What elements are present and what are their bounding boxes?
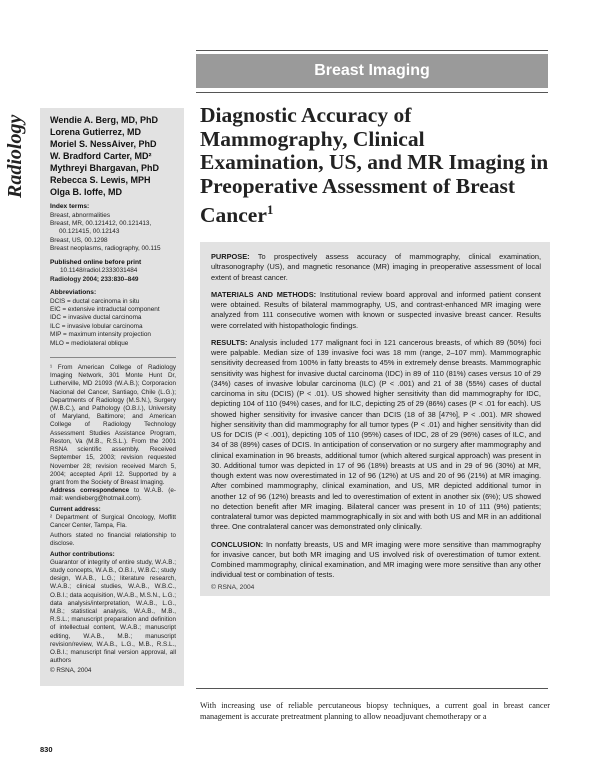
journal-name: Radiology (4, 114, 26, 198)
footnotes (50, 364, 176, 676)
current-address: ² Department of Surgical Oncology, Moffitt Cancer Center, Tampa, Fla. (50, 513, 176, 529)
correspondence-label: Address correspondence (50, 487, 130, 495)
conclusion-text: In nonfatty breasts, US and MR imaging were more sensitive than mammography for invasive cancer, but both MR imaging and US involved risk of overestimation of tumor extent. Combined mammography, clinical examination, and MR imaging were more sensitive than any other individual test or combination of tests. (211, 539, 541, 580)
section-header: Breast Imaging (196, 54, 548, 88)
current-address-heading: Current address: (50, 505, 101, 513)
contributions-heading: Author contributions: (50, 550, 115, 558)
abstract-methods (211, 290, 541, 331)
title-text: Diagnostic Accuracy of Mammography, Clinical Examination, US, and MR Imaging in Preoperative Assessment of Breast Cancer (200, 103, 549, 228)
author-list (50, 114, 176, 198)
purpose-text: To prospectively assess accuracy of mammography, clinical examination, ultrasonography (US), and magnetic resonance (MR) imaging in preoperative assessment of local extent of breast cancer. (211, 252, 541, 282)
index-term: Breast, MR, 00.121412, 00.121413, 00.121415, 00.12143 (50, 220, 152, 236)
header-rule-bottom (196, 92, 548, 93)
conclusion-label: CONCLUSION: (211, 539, 264, 549)
abbreviation: IDC = invasive ductal carcinoma (50, 314, 142, 322)
sidebar-copyright: © RSNA, 2004 (50, 667, 92, 675)
page-number: 830 (40, 745, 53, 754)
doi: 10.1148/radiol.2333031484 (60, 267, 138, 275)
abstract-results (211, 338, 541, 533)
author: Mythreyi Bhargavan, PhD (50, 163, 160, 173)
author: Rebecca S. Lewis, MPH (50, 175, 151, 185)
abstract-rule (196, 688, 548, 689)
abbreviation: MLO = mediolateral oblique (50, 339, 129, 347)
index-term: Breast neoplasms, radiography, 00.115 (50, 245, 161, 253)
author: Olga B. Ioffe, MD (50, 187, 122, 197)
abbreviations-heading: Abbreviations: (50, 289, 97, 297)
abbreviation: ILC = invasive lobular carcinoma (50, 322, 143, 330)
index-terms-list (50, 212, 176, 254)
abstract-box (200, 242, 550, 596)
citation: Radiology 2004; 233:830–849 (50, 275, 139, 283)
abstract-conclusion (211, 540, 541, 581)
index-terms-heading: Index terms: (50, 203, 90, 210)
title-superscript: 1 (266, 202, 274, 217)
header-rule-top (196, 50, 548, 51)
author: W. Bradford Carter, MD² (50, 151, 152, 161)
correspondence (50, 487, 176, 503)
author: Wendie A. Berg, MD, PhD (50, 115, 159, 125)
index-term: Breast, US, 00.1298 (50, 236, 108, 244)
methods-text: Institutional review board approval and informed patient consent were obtained. Results of bilateral mammography, US, and contrast-enhanced MR imaging were analyzed from 111 consecutive women with known or suspected invasive breast cancer. Results were correlated with histopathologic findings. (211, 289, 541, 330)
article-title (200, 104, 550, 228)
correspondence-text: to W.A.B. (e-mail: wendieberg@hotmail.com). (50, 487, 176, 503)
published-info (50, 267, 176, 284)
disclosure: Authors stated no financial relationship to disclose. (50, 532, 176, 548)
article-sidebar (40, 108, 184, 686)
abbreviations-list (50, 298, 176, 348)
affiliation-footnote: ¹ From American College of Radiology Imaging Network, 301 Monte Hunt Dr, Lutherville, MD 21093 (W.A.B.); Corporacion Nacional del Cancer, Santiago, Chile (L.G.); Departments of Radiology (M.S.N.), Surgery (W.B.C.), and Pathology (O.B.I.), University of Maryland, Baltimore; and American College of Radiology Technology Assessment Studies Assistance Program, Reston, Va (M.B., R.S.L.). From the 2001 RSNA scientific assembly. Received September 15, 2003; revision requested November 28; revision received March 5, 2004; accepted April 12. Supported by a grant from the Society of Breast Imaging. (50, 364, 176, 486)
methods-label: MATERIALS AND METHODS: (211, 289, 317, 299)
abstract-purpose (211, 252, 541, 283)
abbreviation: DCIS = ductal carcinoma in situ (50, 297, 140, 305)
published-heading: Published online before print (50, 258, 142, 266)
body-text: With increasing use of reliable percutaneous biopsy techniques, a current goal in breast cancer management is accurate pretreatment planning to allow neoadjuvant chemotherapy or a (200, 701, 550, 721)
results-text: Analysis included 177 malignant foci in 121 cancerous breasts, of which 89 (50%) foci were palpable. Median size of 139 invasive foci was 18 mm (range, 2–107 mm). Mammographic sensitivity decreased from 100% in fatty breasts to 45% in extremely dense breasts. Mammographic sensitivity was highest for invasive ductal carcinoma (IDC) in 89 of 110 (81%) cases versus 10 of 29 (34%) cases of invasive lobular carcinoma (ILC) (P < .001) and 21 of 38 (55%) cases of ductal carcinoma in situ (DCIS) (P < .01). US showed higher sensitivity than did mammography for IDC, depicting 104 of 110 (94%) cases, and for ILC, depicting 25 of 29 (86%) cases (P < .01 for each). US showed higher sensitivity for invasive cancer than DCIS (18 of 38 [47%], P < .001). MR showed higher sensitivity than did mammography for all tumor types (P < .01) and higher sensitivity than did US for DCIS (P < .001), depicting 105 of 110 (95%) cases of IDC, 28 of 29 (96%) cases of ILC, and 34 of 38 (89%) cases of DCIS. In anticipation of conservation or no surgery after mammography and clinical examination in 96 breasts, additional tumor (which altered surgical approach) was present in 30. Additional tumor was depicted in 17 of 96 (18%) breasts at US and in 29 of 96 (30%) at MR, though extent was now overestimated in 12 of 96 (12%) at US and 20 of 96 (21%) at MR imaging. After combined mammography, clinical examination, and US, MR depicted additional tumor in another 12 of 96 (12%) breasts and led to overestimation of extent in another six (6%); US showed no detection benefit after MR imaging. Bilateral cancer was present in 10 of 111 (9%) patients; contralateral tumor was depicted mammographically in six and with both US and MR in an additional three. One contralateral cancer was demonstrated only clinically. (211, 337, 541, 532)
abstract-copyright: © RSNA, 2004 (211, 583, 255, 591)
abbreviation: MIP = maximum intensity projection (50, 331, 151, 339)
abbreviation: EIC = extensive intraductal component (50, 306, 160, 314)
purpose-label: PURPOSE: (211, 252, 250, 261)
contributions: Guarantor of integrity of entire study, W.A.B.; study concepts, W.A.B., O.B.I., W.B.C.; study design, W.A.B., L.G.; literature research, W.A.B.; clinical studies, W.A.B., W.B.C., O.B.I.; data acquisition, W.A.B., M.S.N., L.G.; data analysis/interpretation, W.A.B., L.G., M.B.; statistical analysis, W.A.B., M.B., R.S.L.; manuscript preparation and definition of intellectual content, W.A.B.; manuscript editing, W.A.B., M.B.; manuscript revision/review, W.A.B., L.G., M.B., R.S.L., O.B.I.; manuscript final version approval, all authors (50, 558, 176, 665)
author: Lorena Gutierrez, MD (50, 127, 142, 137)
author: Moriel S. NessAiver, PhD (50, 139, 157, 149)
index-term: Breast, abnormalities (50, 211, 111, 219)
sidebar-divider (50, 357, 176, 358)
results-label: RESULTS: (211, 337, 248, 347)
